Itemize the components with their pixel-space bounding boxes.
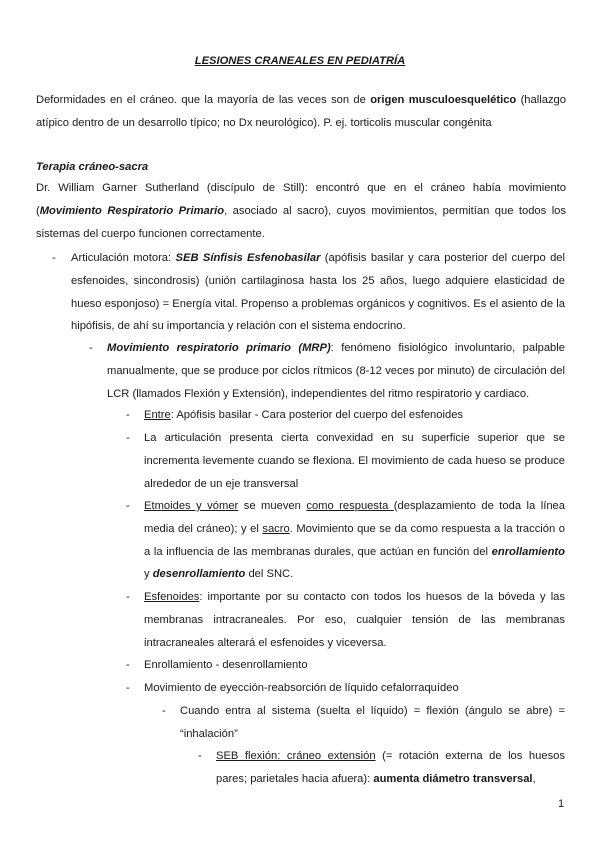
list-dash: - [126,432,130,444]
bold-italic-text: Movimiento Respiratorio Primario [39,204,225,217]
list-dash: - [126,591,130,603]
list-item-cuando: Cuando entra al sistema (suelta el líquido) = flexión (ángulo se abre) = “inhalación” [180,705,565,740]
list-item-enrollamiento: Enrollamiento - desenrollamiento [144,659,308,671]
underlined-text: SEB flexión: cráneo extensión [216,750,376,762]
page-number: 1 [558,798,565,810]
list-dash: - [126,682,130,694]
list-item-convexidad: La articulación presenta cierta convexidad en su superficie superior que se incrementa levemente cuando se flexiona. El movimiento de cada hueso se produce alrededor de un eje transversal [144,432,565,490]
list-dash: - [126,659,130,671]
list-item-mrp: Movimiento respiratorio primario (MRP): fenómeno fisiológico involuntario, palpable manualmente, que se produce por ciclos rítmicos (8-12 veces por minuto) de circulación del LCR (llamados Flexión y Extensión), independientes del ritmo respiratorio y cardiaco. [107,342,565,400]
underlined-text: Entre [144,409,171,421]
list-item-etmoides: Etmoides y vómer se mueven como respuesta (desplazamiento de toda la línea media del cráneo); y el sacro. Movimiento que se da como respuesta a la tracción o a la influencia de las membranas durales, que actúan en función del enrollamiento y desenrollamiento del SNC. [144,500,565,581]
bold-text: aumenta diámetro transversal [373,772,533,785]
list-dash: - [126,500,130,512]
list-dash: - [126,409,130,421]
list-dash: - [52,252,56,264]
list-item-esfenoides: Esfenoides: importante por su contacto con todos los huesos de la bóveda y las membranas intracraneales. Por eso, cualquier tensión de las membranas intracraneales alterará el esfenoides y viceversa. [144,591,565,649]
sutherland-paragraph: Dr. William Garner Sutherland (discípulo de Still): encontró que en el cráneo había movimiento (Movimiento Respiratorio Primario, asociado al sacro), cuyos movimientos, permitían que todos los sistemas del cuerpo funcionen correctamente. [36,182,566,240]
list-item-entre: Entre: Apófisis basilar - Cara posterior del cuerpo del esfenoides [144,409,464,421]
list-dash: - [198,750,202,762]
underlined-text: Esfenoides [144,591,200,603]
section-heading: Terapia cráneo-sacra [36,161,149,173]
bold-text: origen musculoesquelético [370,94,517,106]
list-item-articulacion: Articulación motora: SEB Sínfisis Esfenobasilar (apófisis basilar y cara posterior del cuerpo del esfenoides, sincondrosis) (unión cartilaginosa hasta los 25 años, luego adquiere elasticidad de hueso esponjoso) = Energía vital. Propenso a problemas orgánicos y cognitivos. Es el asiento de la hipófisis, de ahí su importancia y relación con el sistema endocrino. [71,252,565,333]
list-item-eyeccion: Movimiento de eyección-reabsorción de líquido cefalorraquídeo [144,682,459,694]
list-dash: - [162,705,166,717]
bold-italic-text: SEB Sínfisis Esfenobasilar [175,252,321,264]
list-item-seb: SEB flexión: cráneo extensión (= rotación externa de los huesos pares; parietales hacia afuera): aumenta diámetro transversal, [216,750,565,785]
list-dash: - [89,342,93,354]
intro-paragraph: Deformidades en el cráneo. que la mayoría de las veces son de origen musculoesquelético (hallazgo atípico dentro de un desarrollo típico; no Dx neurológico). P. ej. torticolis muscular congénita [36,94,566,129]
page-title: LESIONES CRANEALES EN PEDIATRÍA [194,55,406,67]
bold-italic-text: Movimiento respiratorio primario (MRP) [107,342,331,354]
